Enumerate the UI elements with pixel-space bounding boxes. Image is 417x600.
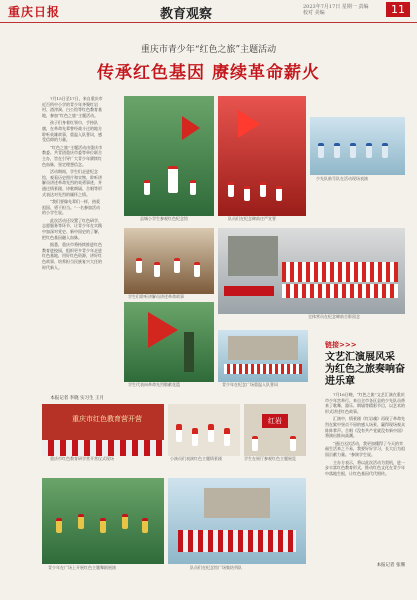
exhibit-sign: 红岩 (262, 414, 288, 428)
photo-dance-show (42, 478, 164, 564)
article-kicker: 重庆市青少年“红色之旅”主题活动 (140, 45, 277, 55)
photo-students-march (124, 96, 214, 216)
student-figure (168, 166, 178, 193)
student-figure (260, 182, 266, 197)
caption-text: 队员们在纪念馆广场集结列队 (190, 565, 242, 570)
student-figure (144, 180, 150, 195)
article-body (42, 96, 104, 394)
photo-caption (124, 382, 214, 388)
article-headline: 传承红色基因 赓续革命薪火 (97, 63, 320, 83)
caption-text: 重庆市红色教育研学营开营仪式现场 (50, 456, 114, 461)
crowd-block (282, 284, 398, 298)
photo-caption (168, 456, 240, 462)
body-paragraph: 7月15日至17日，来自重庆市近百所中小学的青少年齐聚红岩村、渣滓洞、白公馆等红色教育基地，参加“红色之旅”主题活动。 (42, 96, 103, 118)
caption-text: 少先队鼓号队在活动现场表演 (316, 176, 368, 181)
date-line: 2023年7月17日 星期一 责编 校对 美编 (303, 4, 369, 16)
photo-caption (310, 176, 405, 182)
memorial-building (204, 488, 270, 518)
photo-opening-ceremony (42, 404, 164, 456)
body-paragraph: “红色之旅”主题活动由重庆市教委、共青团重庆市委等单位联合主办，旨在引导广大青少年赓续红色血脉，坚定理想信念。 (42, 144, 103, 167)
body-paragraph: 活动期间，学生们走进纪念馆，观看历史图片和实物，聆听讲解员讲述革命先烈的英勇事迹，并通过情景剧、诗歌朗诵、合唱等形式表达对先烈的缅怀之情。 (42, 169, 102, 197)
caption-text: 队员们在纪念碑前庄严宣誓 (228, 216, 276, 221)
photo-flag-oath (218, 96, 306, 216)
flag-icon (148, 312, 178, 348)
banner-text: 重庆市红色教育营开营 (72, 415, 142, 423)
dancer-figure (78, 514, 84, 529)
section-title: 教育观察 (160, 7, 213, 22)
caption-text: 学生们聆听讲解员讲述革命故事 (128, 294, 184, 299)
caption-text: 全体营员在纪念碑前合影留念 (308, 314, 360, 319)
sidebar-title: 文艺汇演展风采 为红色之旅奏响奋进乐章 (325, 352, 405, 387)
photo-exhibit-hall (244, 404, 306, 456)
dancer-figure (100, 518, 106, 533)
sidebar-paragraph: 汇演中，情景剧《红岩魂》再现了革命先烈在狱中坚贞不屈的感人场景，赢得现场观众阵阵掌声。合唱《没有共产党就没有新中国》将演出推向高潮。 (325, 416, 405, 439)
photo-group-memorial (218, 228, 405, 314)
masthead (0, 0, 417, 23)
band-member (334, 143, 340, 158)
sidebar-paragraph: 主办方表示，将以此次活动为契机，进一步丰富红色教育形式，推动红色文化在青少年中落地生根，让红色基因代代相传。 (325, 459, 405, 476)
sidebar-body (325, 392, 405, 562)
dancer-figure (122, 514, 128, 529)
student-figure (228, 182, 234, 197)
crowd-block (224, 364, 302, 374)
photo-caption (42, 565, 164, 571)
sidebar-author: 本报记者 张珊 (376, 563, 405, 568)
caption-text: 小演员们表演红色主题情景剧 (170, 456, 222, 461)
sidebar-paragraph: 7月16日晚，“红色之旅”文艺汇演在重庆市少年宫举行。来自全市各区县的少先队员带来了歌舞、器乐、朗诵等精彩节目，以艺术的形式讲述红色故事。 (325, 392, 405, 414)
band-member (318, 143, 324, 158)
dancer-figure (142, 518, 148, 533)
student-figure (290, 436, 296, 451)
photo-caption (218, 314, 405, 320)
caption-text: 青少年在广场上开展红色主题舞蹈展演 (48, 565, 116, 570)
flag-icon (182, 116, 200, 140)
photo-indoor-students (124, 228, 214, 294)
caption-text: 青少年在纪念广场重温入队誓词 (222, 382, 278, 387)
student-figure (190, 180, 196, 195)
caption-text: 学生代表向革命先烈敬献花篮 (128, 382, 180, 387)
soldier-figure (184, 332, 194, 372)
photo-caption (124, 294, 214, 300)
student-figure (224, 428, 230, 446)
caption-text: 学生在展厅参观红色主题展览 (244, 456, 296, 461)
sidebar-article (325, 340, 405, 568)
student-figure (176, 424, 182, 442)
dancer-figure (56, 518, 62, 533)
caption-text: 县城小学生参观红色纪念馆 (140, 216, 188, 221)
student-figure (136, 258, 142, 273)
student-figure (154, 262, 160, 277)
student-figure (252, 436, 258, 451)
student-figure (174, 258, 180, 273)
body-paragraph: 此次活动还设置了红色研学、志愿服务等环节，让青少年在实践中加深对党史、新中国史的了解，把红色基因融入血脉。 (42, 217, 102, 240)
student-figure (208, 424, 214, 442)
photo-square-oath (218, 330, 308, 382)
link-tag: 链接>>> (325, 340, 357, 349)
student-figure (194, 262, 200, 277)
red-banner (224, 286, 274, 296)
photo-caption (218, 382, 308, 388)
photo-caption (218, 216, 306, 222)
crowd-block (178, 530, 296, 552)
band-member (382, 143, 388, 158)
photo-floral-tribute (124, 302, 214, 382)
photo-caption (124, 216, 214, 222)
photo-red-hats (168, 404, 240, 456)
body-paragraph: “我们要像先辈们一样，热爱祖国、勇于担当。”一名参加活动的小学生说。 (42, 199, 101, 216)
photo-caption (244, 456, 306, 462)
photo-caption (168, 565, 306, 571)
band-member (350, 143, 356, 158)
body-paragraph: 据悉，重庆市将持续推进红色教育进校园，组织更多青少年走进红色基地，用好红色资源，讲好红色故事，培养担当民族复兴大任的时代新人。 (42, 242, 102, 270)
memorial-building (228, 236, 278, 276)
newspaper-logo: 重庆日报 (8, 5, 61, 19)
crowd-block (282, 262, 398, 282)
student-figure (192, 428, 198, 446)
flag-icon (238, 110, 260, 138)
sidebar-paragraph: “通过这次活动，我更加懂得了今天的幸福生活来之不易，我要好好学习，长大后为祖国贡献力量。”参演学生说。 (325, 440, 405, 457)
band-member (366, 143, 372, 158)
audience-row (42, 440, 164, 456)
body-paragraph: 孩子们身着红领巾，手持队旗，在革命先辈曾经战斗过的地方聆听英雄故事，重温入队誓词，感受信仰的力量。 (42, 120, 102, 143)
student-figure (244, 186, 250, 201)
memorial-building (228, 336, 298, 360)
photo-caption (42, 456, 164, 462)
article-byline: 本报记者 李晓 实习生 王月 (50, 396, 104, 401)
photo-plaza-formation (168, 478, 306, 564)
photo-drum-band (310, 117, 405, 175)
student-figure (276, 186, 282, 201)
page-number: 11 (386, 2, 410, 17)
